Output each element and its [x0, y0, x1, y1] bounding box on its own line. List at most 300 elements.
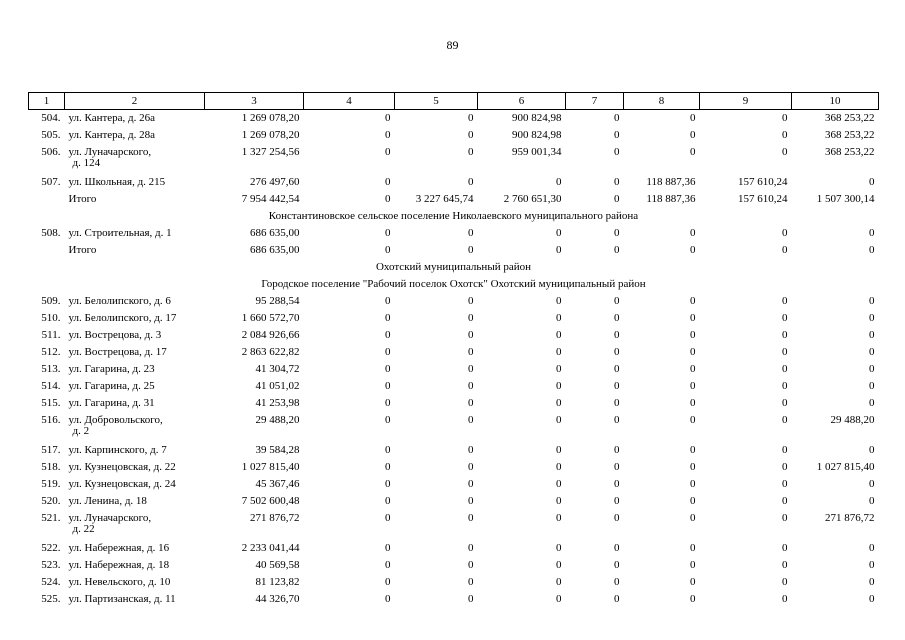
table-row [29, 395, 879, 412]
amount-col-4: 0 [385, 443, 391, 456]
amount-col-10: 0 [869, 575, 875, 588]
amount-col-8: 0 [690, 345, 696, 358]
amount-col-5: 0 [468, 294, 474, 307]
column-header-row [29, 93, 879, 110]
table-row [29, 540, 879, 557]
amount-col-10: 0 [869, 558, 875, 571]
amount-col-10: 1 507 300,14 [816, 192, 875, 205]
amount-col-8: 0 [690, 396, 696, 409]
amount-col-6: 0 [556, 541, 562, 554]
address-cell [65, 344, 205, 361]
amount-col-4: 0 [385, 145, 391, 158]
address-text: ул. Партизанская, д. 11 [68, 592, 176, 605]
amount-col-3: 686 635,00 [250, 243, 300, 256]
amount-col-8: 0 [690, 575, 696, 588]
amount-col-4: 0 [385, 379, 391, 392]
table-row [29, 144, 879, 174]
address-text: ул. Гагарина, д. 23 [68, 362, 155, 375]
amount-col-6: 900 824,98 [512, 112, 562, 124]
amount-col-8: 0 [690, 592, 696, 605]
table-body [29, 110, 879, 608]
amount-col-8: 0 [690, 379, 696, 392]
amount-col-6: 0 [556, 362, 562, 375]
amount-col-9: 0 [782, 460, 788, 473]
amount-col-9: 0 [782, 345, 788, 358]
amount-col-5: 0 [468, 511, 474, 524]
address-cell [65, 442, 205, 459]
address-cell [65, 293, 205, 310]
amount-col-5: 0 [468, 328, 474, 341]
table-row [29, 412, 879, 442]
section-heading: Охотский муниципальный район [375, 260, 532, 273]
amount-col-4: 0 [385, 477, 391, 490]
amount-col-8: 0 [690, 226, 696, 239]
amount-col-6: 0 [556, 575, 562, 588]
amount-col-4: 0 [385, 345, 391, 358]
address-text: ул. Вострецова, д. 17 [68, 345, 167, 358]
amount-col-10: 0 [869, 311, 875, 324]
amount-col-4: 0 [385, 311, 391, 324]
row-number: 523. [41, 558, 61, 571]
amount-col-9: 0 [782, 294, 788, 307]
amount-col-4: 0 [385, 541, 391, 554]
amount-col-7: 0 [614, 345, 620, 358]
table-row [29, 591, 879, 608]
address-text: ул. Гагарина, д. 31 [68, 396, 155, 409]
amount-col-9: 0 [782, 413, 788, 426]
address-cell [65, 191, 205, 208]
address-text: ул. Кантера, д. 28а [68, 128, 156, 141]
address-cell [65, 476, 205, 493]
amount-col-9: 0 [782, 511, 788, 524]
amount-col-3: 686 635,00 [250, 226, 300, 239]
row-number: 520. [41, 494, 61, 507]
amount-col-10: 0 [869, 345, 875, 358]
amount-col-10: 0 [869, 494, 875, 507]
amount-col-4: 0 [385, 362, 391, 375]
section-heading-row [29, 208, 879, 225]
amount-col-7: 0 [614, 128, 620, 141]
amount-col-5: 0 [468, 443, 474, 456]
amount-col-4: 0 [385, 128, 391, 141]
amount-col-8: 0 [690, 145, 696, 158]
address-cell [65, 225, 205, 242]
row-number: 509. [41, 294, 61, 307]
amount-col-8: 0 [690, 112, 696, 124]
amount-col-5: 0 [468, 112, 474, 124]
address-text: ул. Строительная, д. 1 [68, 226, 172, 239]
column-header: 2 [65, 93, 205, 110]
total-row [29, 191, 879, 208]
amount-col-3: 1 269 078,20 [241, 112, 300, 124]
amount-col-10: 0 [869, 362, 875, 375]
row-number: 519. [41, 477, 61, 490]
amount-col-10: 0 [869, 541, 875, 554]
amount-col-9: 157 610,24 [738, 175, 788, 188]
address-text: ул. Ленина, д. 18 [68, 494, 147, 507]
address-cell [65, 493, 205, 510]
column-header: 9 [700, 93, 792, 110]
amount-col-4: 0 [385, 226, 391, 239]
amount-col-7: 0 [614, 443, 620, 456]
amount-col-7: 0 [614, 575, 620, 588]
amount-col-10: 368 253,22 [825, 128, 875, 141]
amount-col-9: 0 [782, 443, 788, 456]
address-cell [65, 540, 205, 557]
amount-col-4: 0 [385, 494, 391, 507]
amount-col-6: 0 [556, 477, 562, 490]
column-header: 5 [395, 93, 478, 110]
address-continuation: д. 124 [72, 156, 101, 169]
address-cell [65, 110, 205, 127]
amount-col-7: 0 [614, 592, 620, 605]
address-text: ул. Кузнецовская, д. 22 [68, 460, 176, 473]
amount-col-8: 118 887,36 [646, 192, 696, 205]
amount-col-5: 0 [468, 477, 474, 490]
column-header: 4 [304, 93, 395, 110]
amount-col-9: 0 [782, 396, 788, 409]
amount-col-4: 0 [385, 460, 391, 473]
table-row [29, 442, 879, 459]
address-text: ул. Школьная, д. 215 [68, 175, 166, 188]
amount-col-10: 0 [869, 477, 875, 490]
row-number: 524. [41, 575, 61, 588]
amount-col-7: 0 [614, 226, 620, 239]
amount-col-9: 0 [782, 128, 788, 141]
amount-col-7: 0 [614, 413, 620, 426]
amount-col-5: 0 [468, 592, 474, 605]
amount-col-3: 2 084 926,66 [241, 328, 300, 341]
amount-col-4: 0 [385, 175, 391, 188]
column-header: 6 [478, 93, 566, 110]
amount-col-3: 45 367,46 [255, 477, 300, 490]
amount-col-3: 1 027 815,40 [241, 460, 300, 473]
amount-col-3: 271 876,72 [250, 511, 300, 524]
amount-col-4: 0 [385, 112, 391, 124]
amount-col-9: 0 [782, 243, 788, 256]
amount-col-3: 81 123,82 [255, 575, 300, 588]
amount-col-7: 0 [614, 494, 620, 507]
amount-col-10: 0 [869, 175, 875, 188]
amount-col-3: 41 253,98 [255, 396, 300, 409]
amount-col-7: 0 [614, 243, 620, 256]
amount-col-10: 0 [869, 396, 875, 409]
amount-col-5: 0 [468, 379, 474, 392]
row-number: 510. [41, 311, 61, 324]
amount-col-8: 0 [690, 362, 696, 375]
amount-col-9: 0 [782, 362, 788, 375]
amount-col-3: 7 502 600,48 [241, 494, 300, 507]
amount-col-4: 0 [385, 575, 391, 588]
amount-col-3: 276 497,60 [250, 175, 300, 188]
amount-col-7: 0 [614, 112, 620, 124]
amount-col-3: 95 288,54 [255, 294, 300, 307]
amount-col-3: 2 863 622,82 [241, 345, 300, 358]
amount-col-8: 0 [690, 328, 696, 341]
address-cell [65, 242, 205, 259]
amount-col-6: 959 001,34 [512, 145, 562, 158]
amount-col-10: 1 027 815,40 [816, 460, 875, 473]
amount-col-7: 0 [614, 145, 620, 158]
amount-col-4: 0 [385, 558, 391, 571]
amount-col-5: 0 [468, 396, 474, 409]
address-cell [65, 395, 205, 412]
address-text: ул. Кантера, д. 26а [68, 112, 156, 124]
amount-col-4: 0 [385, 511, 391, 524]
row-number: 504. [41, 112, 61, 124]
table-row [29, 476, 879, 493]
column-header: 7 [566, 93, 624, 110]
section-heading-row [29, 276, 879, 293]
amount-col-6: 0 [556, 243, 562, 256]
amount-col-5: 0 [468, 494, 474, 507]
amount-col-8: 0 [690, 311, 696, 324]
address-cell [65, 174, 205, 191]
amount-col-8: 0 [690, 443, 696, 456]
amount-col-6: 0 [556, 175, 562, 188]
amount-col-7: 0 [614, 362, 620, 375]
row-number: 518. [41, 460, 61, 473]
amount-col-9: 157 610,24 [738, 192, 788, 205]
address-text: ул. Гагарина, д. 25 [68, 379, 155, 392]
amount-col-8: 118 887,36 [646, 175, 696, 188]
amount-col-3: 1 269 078,20 [241, 128, 300, 141]
table-row [29, 361, 879, 378]
address-text: ул. Луначарского, [68, 511, 152, 524]
amount-col-5: 0 [468, 362, 474, 375]
amount-col-5: 0 [468, 413, 474, 426]
amount-col-5: 0 [468, 541, 474, 554]
column-header: 10 [792, 93, 879, 110]
amount-col-10: 368 253,22 [825, 145, 875, 158]
amount-col-8: 0 [690, 494, 696, 507]
amount-col-4: 0 [385, 192, 391, 205]
amount-col-6: 0 [556, 328, 562, 341]
amount-col-5: 0 [468, 175, 474, 188]
table-row [29, 174, 879, 191]
amount-col-8: 0 [690, 477, 696, 490]
amount-col-5: 0 [468, 145, 474, 158]
amount-col-8: 0 [690, 460, 696, 473]
address-text: Итого [68, 243, 97, 256]
amount-col-8: 0 [690, 294, 696, 307]
amount-col-10: 271 876,72 [825, 511, 875, 524]
amount-col-4: 0 [385, 328, 391, 341]
address-text: ул. Добровольского, [68, 413, 163, 426]
row-number: 505. [41, 128, 61, 141]
amount-col-6: 0 [556, 558, 562, 571]
address-text: ул. Луначарского, [68, 145, 152, 158]
amount-col-10: 0 [869, 443, 875, 456]
amount-col-9: 0 [782, 112, 788, 124]
table-row [29, 378, 879, 395]
amount-col-5: 0 [468, 345, 474, 358]
amount-col-7: 0 [614, 294, 620, 307]
amount-col-6: 2 760 651,30 [503, 192, 562, 205]
amount-col-6: 0 [556, 396, 562, 409]
amount-col-7: 0 [614, 192, 620, 205]
amount-col-3: 44 326,70 [255, 592, 300, 605]
amount-col-7: 0 [614, 379, 620, 392]
amount-col-5: 0 [468, 226, 474, 239]
amount-col-3: 29 488,20 [255, 413, 300, 426]
amount-col-3: 1 327 254,56 [241, 145, 300, 158]
amount-col-5: 0 [468, 243, 474, 256]
amount-col-4: 0 [385, 243, 391, 256]
address-text: ул. Кузнецовская, д. 24 [68, 477, 176, 490]
address-text: ул. Набережная, д. 16 [68, 541, 170, 554]
amount-col-7: 0 [614, 311, 620, 324]
address-text: ул. Вострецова, д. 3 [68, 328, 162, 341]
amount-col-6: 0 [556, 494, 562, 507]
address-cell [65, 510, 205, 540]
amount-col-5: 0 [468, 128, 474, 141]
amount-col-9: 0 [782, 379, 788, 392]
row-number: 511. [41, 328, 61, 341]
table-row [29, 127, 879, 144]
amount-col-6: 0 [556, 460, 562, 473]
column-header: 3 [205, 93, 304, 110]
amount-col-3: 39 584,28 [255, 443, 300, 456]
address-cell [65, 557, 205, 574]
amount-col-7: 0 [614, 175, 620, 188]
amount-col-10: 0 [869, 592, 875, 605]
table-row [29, 510, 879, 540]
address-cell [65, 459, 205, 476]
amount-col-9: 0 [782, 477, 788, 490]
amount-col-9: 0 [782, 328, 788, 341]
amount-col-6: 0 [556, 592, 562, 605]
address-text: ул. Невельского, д. 10 [68, 575, 171, 588]
row-number [29, 191, 65, 208]
amount-col-7: 0 [614, 477, 620, 490]
amount-col-9: 0 [782, 592, 788, 605]
amount-col-6: 0 [556, 443, 562, 456]
address-cell [65, 591, 205, 608]
amount-col-10: 0 [869, 379, 875, 392]
section-heading-row [29, 259, 879, 276]
page-number: 89 [446, 38, 459, 52]
row-number: 521. [41, 511, 61, 524]
amount-col-6: 900 824,98 [512, 128, 562, 141]
amount-col-5: 0 [468, 575, 474, 588]
row-number: 522. [41, 541, 61, 554]
section-heading: Городское поселение "Рабочий поселок Охотск" Охотский муниципальный район [261, 277, 646, 290]
amount-col-5: 0 [468, 460, 474, 473]
amount-col-8: 0 [690, 511, 696, 524]
amount-col-3: 41 051,02 [255, 379, 300, 392]
amount-col-8: 0 [690, 541, 696, 554]
table-row [29, 293, 879, 310]
amount-col-3: 40 569,58 [255, 558, 300, 571]
row-number: 508. [41, 226, 61, 239]
amount-col-10: 0 [869, 243, 875, 256]
amount-col-6: 0 [556, 345, 562, 358]
amount-col-3: 41 304,72 [255, 362, 300, 375]
row-number: 516. [41, 413, 61, 426]
column-header: 1 [29, 93, 65, 110]
column-header: 8 [624, 93, 700, 110]
row-number: 506. [41, 145, 61, 158]
section-heading: Константиновское сельское поселение Николаевского муниципального района [268, 209, 639, 222]
amount-col-4: 0 [385, 413, 391, 426]
table-row [29, 493, 879, 510]
amount-col-10: 0 [869, 328, 875, 341]
amount-col-6: 0 [556, 511, 562, 524]
amount-col-7: 0 [614, 396, 620, 409]
amount-col-8: 0 [690, 243, 696, 256]
address-text: Итого [68, 192, 97, 205]
address-continuation: д. 2 [72, 424, 90, 437]
amount-col-7: 0 [614, 511, 620, 524]
amount-col-8: 0 [690, 128, 696, 141]
address-text: ул. Набережная, д. 18 [68, 558, 170, 571]
address-continuation: д. 22 [72, 522, 95, 535]
address-text: ул. Белолипского, д. 17 [68, 311, 177, 324]
amount-col-9: 0 [782, 541, 788, 554]
amount-col-7: 0 [614, 328, 620, 341]
amount-col-6: 0 [556, 413, 562, 426]
amount-col-3: 2 233 041,44 [241, 541, 300, 554]
amount-col-8: 0 [690, 413, 696, 426]
amount-col-4: 0 [385, 592, 391, 605]
amount-col-9: 0 [782, 145, 788, 158]
amount-col-5: 3 227 645,74 [415, 192, 474, 205]
row-number: 517. [41, 443, 61, 456]
amount-col-6: 0 [556, 226, 562, 239]
table-row [29, 574, 879, 591]
row-number [29, 242, 65, 259]
row-number: 514. [41, 379, 61, 392]
register-table [28, 92, 879, 608]
amount-col-5: 0 [468, 311, 474, 324]
address-cell [65, 378, 205, 395]
amount-col-7: 0 [614, 558, 620, 571]
table-row [29, 310, 879, 327]
address-cell [65, 412, 205, 442]
amount-col-6: 0 [556, 379, 562, 392]
table-row [29, 344, 879, 361]
table-row [29, 459, 879, 476]
amount-col-10: 0 [869, 226, 875, 239]
amount-col-4: 0 [385, 396, 391, 409]
amount-col-4: 0 [385, 294, 391, 307]
amount-col-10: 29 488,20 [830, 413, 875, 426]
amount-col-8: 0 [690, 558, 696, 571]
table-row [29, 225, 879, 242]
amount-col-3: 1 660 572,70 [241, 311, 300, 324]
row-number: 507. [41, 175, 61, 188]
table-row [29, 327, 879, 344]
address-cell [65, 310, 205, 327]
address-cell [65, 574, 205, 591]
row-number: 525. [41, 592, 61, 605]
amount-col-10: 0 [869, 294, 875, 307]
amount-col-6: 0 [556, 311, 562, 324]
amount-col-3: 7 954 442,54 [241, 192, 300, 205]
address-cell [65, 327, 205, 344]
amount-col-7: 0 [614, 541, 620, 554]
row-number: 515. [41, 396, 61, 409]
address-cell [65, 361, 205, 378]
total-row [29, 242, 879, 259]
address-text: ул. Белолипского, д. 6 [68, 294, 171, 307]
amount-col-10: 368 253,22 [825, 112, 875, 124]
row-number: 513. [41, 362, 61, 375]
amount-col-9: 0 [782, 558, 788, 571]
amount-col-5: 0 [468, 558, 474, 571]
row-number: 512. [41, 345, 61, 358]
